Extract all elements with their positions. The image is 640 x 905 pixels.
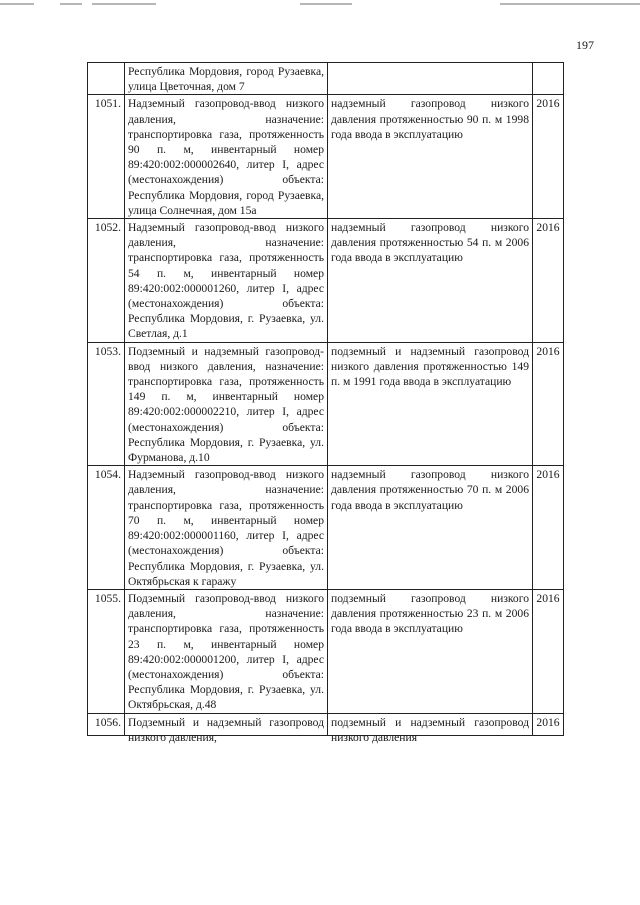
row-number: 1055. — [88, 589, 125, 713]
object-description: Надземный газопровод-ввод низкого давления, назначение: транспортировка газа, протяженность 70 п. м, инвентарный номер 89:420:002:000001160, литер I, адрес (местонахождения) объекта: Республика Мордовия, г. Рузаевка, ул. Октябрьская к гаражу — [125, 466, 328, 590]
year: 2016 — [533, 95, 564, 219]
row-number: 1051. — [88, 95, 125, 219]
table-row — [88, 466, 564, 590]
scan-artifact-strip — [0, 0, 640, 10]
object-characteristics: подземный и надземный газопровод низкого давления — [328, 713, 533, 735]
object-description: Подземный газопровод-ввод низкого давления, назначение: транспортировка газа, протяженность 23 п. м, инвентарный номер 89:420:002:000001200, литер I, адрес (местонахождения) объекта: Республика Мордовия, г. Рузаевка, ул. Октябрьская, д.48 — [125, 589, 328, 713]
page-number: 197 — [576, 38, 594, 52]
year — [533, 63, 564, 95]
table-row — [88, 219, 564, 343]
table-row — [88, 342, 564, 466]
object-characteristics: подземный газопровод низкого давления протяженностью 23 п. м 2006 года ввода в эксплуатацию — [328, 589, 533, 713]
object-description: Подземный и надземный газопровод-ввод низкого давления, назначение: транспортировка газа, протяженность 149 п. м, инвентарный номер 89:420:002:000002210, литер I, адрес (местонахождения) объекта: Республика Мордовия, г. Рузаевка, ул. Фурманова, д.10 — [125, 342, 328, 466]
row-number — [88, 63, 125, 95]
table-row-truncated — [88, 713, 564, 735]
object-description: Надземный газопровод-ввод низкого давления, назначение: транспортировка газа, протяженность 54 п. м, инвентарный номер 89:420:002:000001260, литер I, адрес (местонахождения) объекта: Республика Мордовия, г. Рузаевка, ул. Светлая, д.1 — [125, 219, 328, 343]
object-characteristics — [328, 63, 533, 95]
table-row — [88, 95, 564, 219]
row-number: 1052. — [88, 219, 125, 343]
object-characteristics: подземный и надземный газопровод низкого давления протяженностью 149 п. м 1991 года ввода в эксплуатацию — [328, 342, 533, 466]
year: 2016 — [533, 219, 564, 343]
table-row-continued — [88, 63, 564, 95]
object-characteristics: надземный газопровод низкого давления протяженностью 70 п. м 2006 года ввода в эксплуатацию — [328, 466, 533, 590]
object-characteristics: надземный газопровод низкого давления протяженностью 54 п. м 2006 года ввода в эксплуатацию — [328, 219, 533, 343]
row-number: 1056. — [88, 713, 125, 735]
year: 2016 — [533, 342, 564, 466]
object-description: Подземный и надземный газопровод низкого давления, — [125, 713, 328, 735]
row-number: 1054. — [88, 466, 125, 590]
year: 2016 — [533, 713, 564, 735]
year: 2016 — [533, 466, 564, 590]
object-description: Надземный газопровод-ввод низкого давления, назначение: транспортировка газа, протяженность 90 п. м, инвентарный номер 89:420:002:000002640, литер I, адрес (местонахождения) объекта: Республика Мордовия, город Рузаевка, улица Солнечная, дом 15а — [125, 95, 328, 219]
object-description: Республика Мордовия, город Рузаевка, улица Цветочная, дом 7 — [125, 63, 328, 95]
year: 2016 — [533, 589, 564, 713]
row-number: 1053. — [88, 342, 125, 466]
object-characteristics: надземный газопровод низкого давления протяженностью 90 п. м 1998 года ввода в эксплуатацию — [328, 95, 533, 219]
registry-table — [87, 62, 564, 744]
table-row — [88, 589, 564, 713]
